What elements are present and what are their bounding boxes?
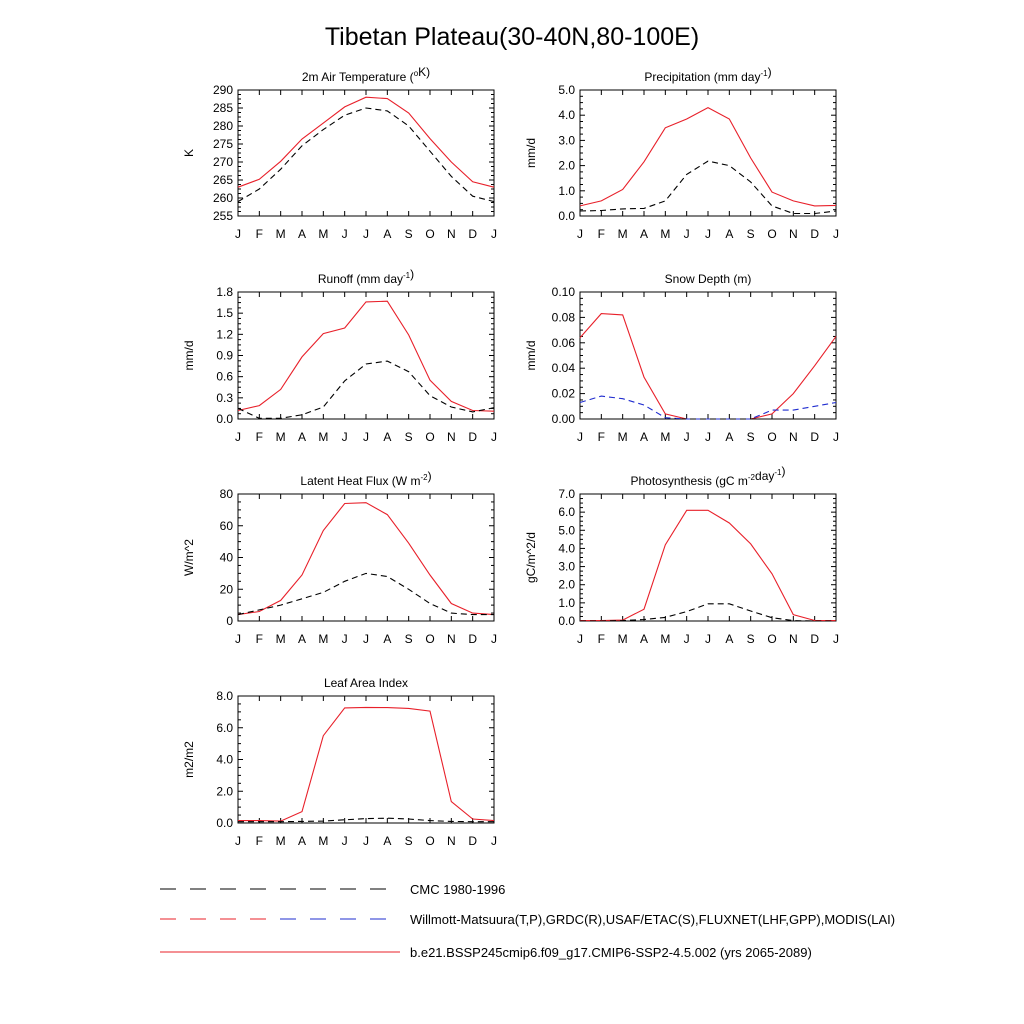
y-tick-label: 2.0 bbox=[216, 784, 233, 799]
y-tick-label: 275 bbox=[212, 137, 233, 151]
figure-title: Tibetan Plateau(30-40N,80-100E) bbox=[324, 23, 700, 51]
x-tick-label: J bbox=[235, 430, 241, 444]
panels bbox=[182, 65, 839, 848]
panel-5 bbox=[182, 469, 497, 646]
panel-7 bbox=[182, 676, 497, 848]
y-tick-label: 5.0 bbox=[558, 83, 575, 97]
x-tick-label: F bbox=[597, 227, 606, 241]
y-tick-label: 0.0 bbox=[216, 412, 233, 426]
y-tick-label: 255 bbox=[212, 209, 233, 223]
x-tick-label: M bbox=[275, 227, 286, 241]
x-tick-label: O bbox=[767, 632, 777, 646]
y-tick-label: 60 bbox=[219, 518, 233, 533]
panel-3 bbox=[182, 267, 497, 444]
x-tick-label: F bbox=[597, 632, 606, 646]
x-tick-label: J bbox=[705, 430, 711, 444]
x-tick-label: M bbox=[660, 227, 671, 241]
y-axis-label: W/m^2 bbox=[182, 539, 196, 576]
x-tick-label: J bbox=[683, 430, 690, 444]
y-tick-label: 0.9 bbox=[216, 348, 233, 363]
series-line-obs bbox=[238, 108, 494, 202]
series-line-model bbox=[580, 314, 836, 419]
x-tick-label: S bbox=[746, 430, 755, 444]
x-tick-label: M bbox=[617, 227, 628, 241]
x-tick-label: J bbox=[577, 632, 583, 646]
x-tick-label: M bbox=[660, 430, 671, 444]
y-tick-label: 0.10 bbox=[551, 285, 575, 299]
x-tick-label: M bbox=[617, 430, 628, 444]
y-tick-label: 2.0 bbox=[558, 158, 575, 173]
series-line-obs bbox=[238, 573, 494, 614]
x-tick-label: O bbox=[767, 227, 777, 241]
y-axis-label: mm/d bbox=[182, 340, 196, 371]
panel-title: Leaf Area Index bbox=[323, 676, 409, 690]
x-tick-label: F bbox=[255, 632, 264, 646]
x-tick-label: N bbox=[788, 632, 798, 646]
x-tick-label: A bbox=[297, 227, 307, 241]
x-tick-label: D bbox=[468, 227, 478, 241]
panel-1 bbox=[182, 65, 497, 241]
x-tick-label: J bbox=[491, 430, 497, 444]
y-axis-label: mm/d bbox=[524, 138, 538, 168]
y-tick-label: 290 bbox=[212, 83, 233, 97]
y-tick-label: 0.06 bbox=[551, 335, 575, 350]
x-tick-label: M bbox=[318, 834, 329, 848]
y-tick-label: 4.0 bbox=[558, 108, 575, 123]
panel-frame bbox=[580, 494, 836, 621]
y-axis-label: K bbox=[182, 148, 196, 158]
x-tick-label: J bbox=[235, 834, 241, 848]
x-tick-label: N bbox=[446, 227, 456, 241]
x-tick-label: J bbox=[683, 227, 690, 241]
y-tick-label: 265 bbox=[212, 173, 233, 187]
x-tick-label: S bbox=[404, 834, 413, 848]
x-tick-label: M bbox=[275, 430, 286, 444]
y-axis-label: mm/d bbox=[524, 340, 538, 371]
series-line-model bbox=[580, 108, 836, 206]
series-line-model bbox=[238, 707, 494, 821]
panel-frame bbox=[238, 696, 494, 823]
x-tick-label: J bbox=[705, 632, 711, 646]
panel-frame bbox=[238, 494, 494, 621]
x-tick-label: S bbox=[746, 632, 755, 646]
y-tick-label: 6.0 bbox=[558, 505, 575, 520]
y-tick-label: 0 bbox=[226, 614, 233, 628]
x-tick-label: A bbox=[639, 430, 649, 444]
x-tick-label: S bbox=[404, 430, 413, 444]
x-tick-label: A bbox=[725, 430, 734, 444]
y-tick-label: 20 bbox=[219, 582, 233, 597]
panel-frame bbox=[580, 90, 836, 216]
panel-4 bbox=[524, 272, 839, 444]
x-tick-label: O bbox=[425, 632, 435, 646]
legend-entry-model bbox=[160, 945, 812, 960]
x-tick-label: J bbox=[363, 834, 369, 848]
x-tick-label: J bbox=[833, 632, 839, 646]
y-tick-label: 0.0 bbox=[216, 816, 233, 830]
y-tick-label: 0.02 bbox=[551, 386, 575, 401]
y-tick-label: 1.0 bbox=[558, 183, 575, 198]
legend-label-cmc: CMC 1980-1996 bbox=[410, 882, 506, 897]
y-axis-label: m2/m2 bbox=[182, 741, 196, 778]
x-tick-label: D bbox=[468, 632, 478, 646]
panel-2 bbox=[524, 65, 839, 241]
x-tick-label: J bbox=[491, 834, 497, 848]
x-tick-label: S bbox=[404, 227, 413, 241]
x-tick-label: J bbox=[577, 227, 583, 241]
x-tick-label: N bbox=[788, 430, 798, 444]
x-tick-label: D bbox=[810, 430, 820, 444]
panel-frame bbox=[238, 292, 494, 419]
y-tick-label: 1.5 bbox=[216, 306, 233, 321]
y-tick-label: 7.0 bbox=[558, 487, 575, 501]
x-tick-label: J bbox=[491, 227, 497, 241]
y-tick-label: 3.0 bbox=[558, 133, 575, 148]
x-tick-label: J bbox=[491, 632, 497, 646]
x-tick-label: O bbox=[425, 430, 435, 444]
x-tick-label: D bbox=[468, 834, 478, 848]
x-tick-label: O bbox=[767, 430, 777, 444]
legend-entry-obs bbox=[160, 912, 895, 927]
x-tick-label: F bbox=[597, 430, 606, 444]
y-tick-label: 1.8 bbox=[216, 285, 233, 299]
x-tick-label: J bbox=[341, 430, 348, 444]
panel-title: Photosynthesis (gC $m^{-2}day^{-1}$) bbox=[630, 464, 786, 488]
panel-title: Snow Depth (m) bbox=[664, 272, 752, 286]
y-tick-label: 8.0 bbox=[216, 689, 233, 703]
x-tick-label: A bbox=[383, 632, 392, 646]
x-tick-label: J bbox=[341, 632, 348, 646]
x-tick-label: J bbox=[235, 227, 241, 241]
y-tick-label: 285 bbox=[212, 101, 233, 115]
legend bbox=[160, 882, 895, 960]
x-tick-label: M bbox=[318, 430, 329, 444]
x-tick-label: S bbox=[404, 632, 413, 646]
panel-title: 2m Air Temperature ($^o$K) bbox=[301, 65, 431, 84]
y-tick-label: 0.08 bbox=[551, 310, 575, 325]
x-tick-label: A bbox=[297, 430, 307, 444]
x-tick-label: A bbox=[297, 834, 307, 848]
y-tick-label: 1.2 bbox=[216, 327, 233, 342]
x-tick-label: J bbox=[577, 430, 583, 444]
y-tick-label: 3.0 bbox=[558, 559, 575, 574]
panel-title: Runoff (mm day$^{-1}$) bbox=[317, 267, 415, 286]
y-tick-label: 0.00 bbox=[551, 412, 575, 426]
y-tick-label: 4.0 bbox=[216, 752, 233, 767]
x-tick-label: A bbox=[639, 632, 649, 646]
panel-title: Latent Heat Flux (W $m^{-2}$) bbox=[300, 469, 432, 488]
x-tick-label: S bbox=[746, 227, 755, 241]
series-line-model bbox=[238, 503, 494, 615]
x-tick-label: J bbox=[235, 632, 241, 646]
x-tick-label: D bbox=[810, 227, 820, 241]
x-tick-label: J bbox=[705, 227, 711, 241]
x-tick-label: N bbox=[446, 632, 456, 646]
legend-entry-cmc bbox=[160, 882, 505, 897]
panel-title: Precipitation (mm day$^{-1}$) bbox=[644, 65, 772, 84]
y-tick-label: 270 bbox=[212, 155, 233, 169]
x-tick-label: F bbox=[255, 834, 264, 848]
x-tick-label: M bbox=[275, 632, 286, 646]
x-tick-label: A bbox=[725, 632, 734, 646]
x-tick-label: J bbox=[363, 227, 369, 241]
y-tick-label: 5.0 bbox=[558, 523, 575, 538]
x-tick-label: A bbox=[383, 834, 392, 848]
x-tick-label: O bbox=[425, 834, 435, 848]
x-tick-label: A bbox=[383, 430, 392, 444]
y-tick-label: 2.0 bbox=[558, 577, 575, 592]
x-tick-label: M bbox=[660, 632, 671, 646]
x-tick-label: A bbox=[297, 632, 307, 646]
x-tick-label: J bbox=[341, 834, 348, 848]
x-tick-label: F bbox=[255, 430, 264, 444]
x-tick-label: J bbox=[833, 430, 839, 444]
x-tick-label: J bbox=[833, 227, 839, 241]
y-tick-label: 40 bbox=[219, 550, 233, 565]
legend-label-model: b.e21.BSSP245cmip6.f09_g17.CMIP6-SSP2-4.5.002 (yrs 2065-2089) bbox=[410, 945, 812, 960]
x-tick-label: J bbox=[683, 632, 690, 646]
x-tick-label: J bbox=[363, 430, 369, 444]
x-tick-label: M bbox=[275, 834, 286, 848]
y-tick-label: 1.0 bbox=[558, 595, 575, 610]
panel-6 bbox=[524, 464, 839, 646]
x-tick-label: A bbox=[639, 227, 649, 241]
y-tick-label: 0.04 bbox=[551, 361, 575, 376]
y-tick-label: 260 bbox=[212, 191, 233, 205]
y-tick-label: 4.0 bbox=[558, 541, 575, 556]
x-tick-label: A bbox=[725, 227, 734, 241]
y-tick-label: 0.0 bbox=[558, 209, 575, 223]
x-tick-label: N bbox=[446, 430, 456, 444]
x-tick-label: M bbox=[318, 632, 329, 646]
x-tick-label: J bbox=[341, 227, 348, 241]
y-tick-label: 0.6 bbox=[216, 369, 233, 384]
series-line-obs bbox=[238, 361, 494, 418]
x-tick-label: N bbox=[446, 834, 456, 848]
x-tick-label: O bbox=[425, 227, 435, 241]
y-tick-label: 80 bbox=[219, 487, 233, 501]
panel-frame bbox=[580, 292, 836, 419]
panel-frame bbox=[238, 90, 494, 216]
series-line-obs bbox=[580, 161, 836, 213]
y-tick-label: 280 bbox=[212, 119, 233, 133]
x-tick-label: D bbox=[810, 632, 820, 646]
series-line-model bbox=[238, 301, 494, 411]
y-tick-label: 6.0 bbox=[216, 720, 233, 735]
x-tick-label: M bbox=[318, 227, 329, 241]
x-tick-label: N bbox=[788, 227, 798, 241]
y-tick-label: 0.3 bbox=[216, 390, 233, 405]
x-tick-label: M bbox=[617, 632, 628, 646]
y-tick-label: 0.0 bbox=[558, 614, 575, 628]
x-tick-label: D bbox=[468, 430, 478, 444]
x-tick-label: F bbox=[255, 227, 264, 241]
x-tick-label: J bbox=[363, 632, 369, 646]
series-line-model bbox=[238, 97, 494, 187]
y-axis-label: gC/m^2/d bbox=[524, 532, 538, 583]
x-tick-label: A bbox=[383, 227, 392, 241]
legend-label-obs: Willmott-Matsuura(T,P),GRDC(R),USAF/ETAC(S),FLUXNET(LHF,GPP),MODIS(LAI) bbox=[410, 912, 896, 927]
